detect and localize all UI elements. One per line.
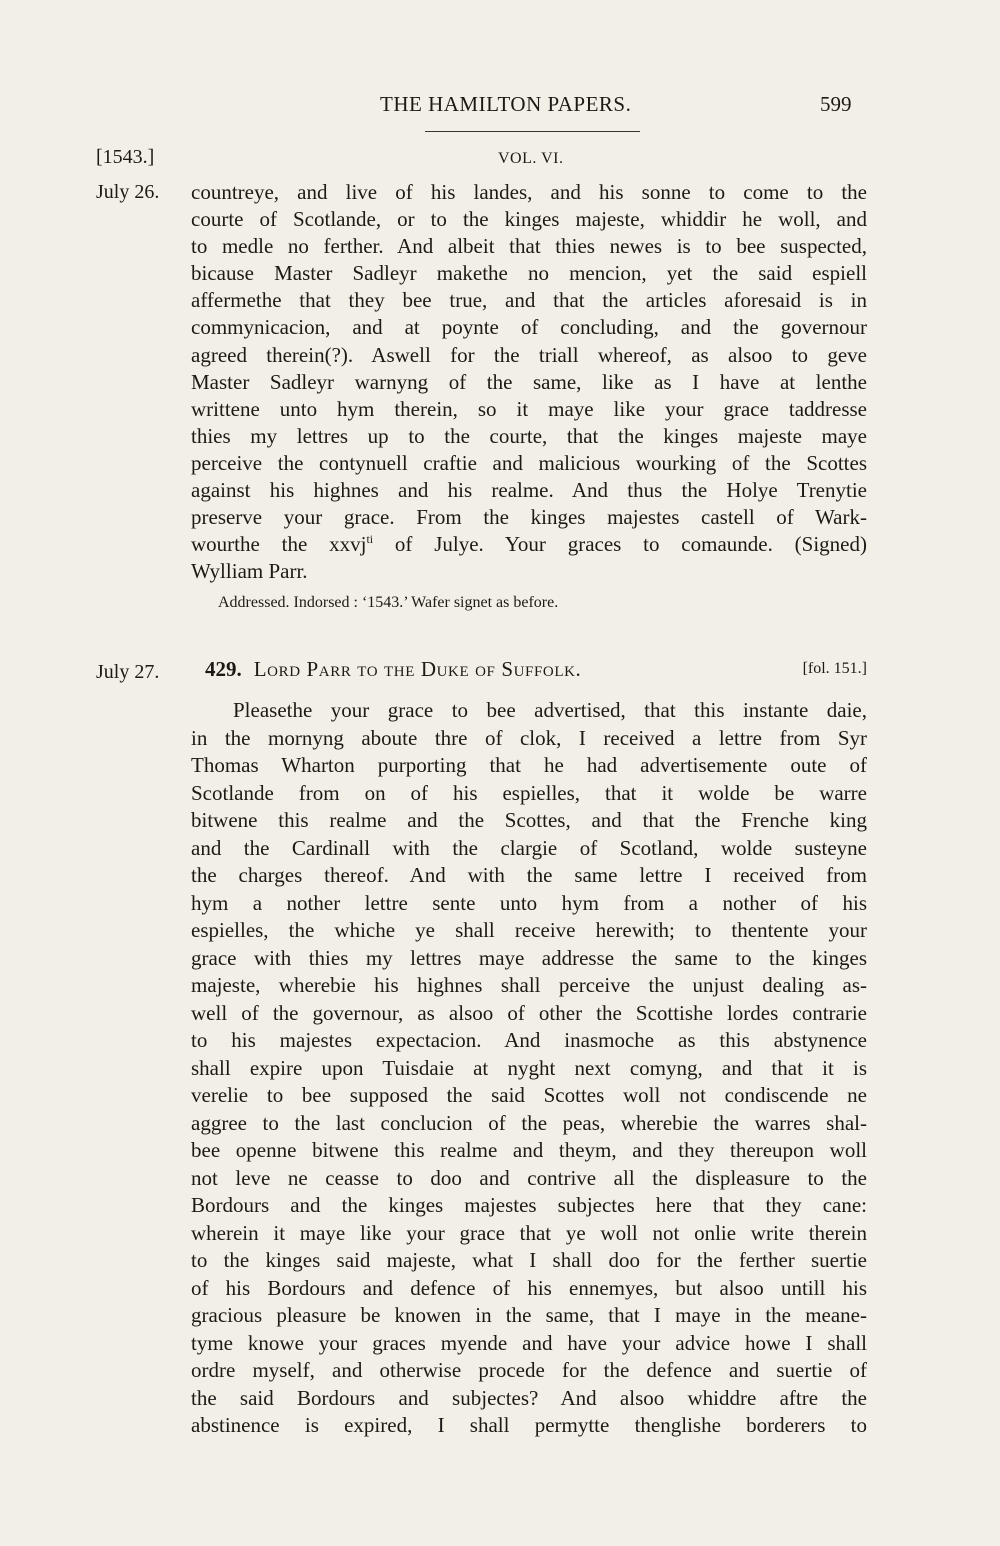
text-line: shall expire upon Tuisdaie at nyght next comyng, and that it is [191, 1055, 867, 1080]
text-line: the said Bordours and subjectes? And alsoo whiddre aftre the [191, 1385, 867, 1410]
text-line: abstinence is expired, I shall permytte thenglishe borderers to [191, 1413, 867, 1437]
entry-2-text [191, 697, 867, 1440]
page-number: 599 [820, 92, 852, 116]
text-line: Scotlande from on of his espielles, that it wolde be warre [191, 780, 867, 805]
text-line: thies my lettres up to the courte, that the kinges majeste maye [191, 423, 867, 448]
text-line: commynicacion, and at poynte of concluding, and the governour [191, 315, 867, 340]
text-line: hym a nother lettre sente unto hym from a nother of his [191, 890, 867, 915]
text-line: to his majestes expectacion. And inasmoche as this abstynence [191, 1028, 867, 1052]
text-line: Thomas Wharton purporting that he had advertisemente oute of [191, 753, 867, 777]
text-line: verelie to bee supposed the said Scottes woll not condiscende ne [191, 1083, 867, 1107]
text-line: aggree to the last conclucion of the peas, wherebie the warres shal- [191, 1110, 867, 1135]
text-line: bicause Master Sadleyr makethe no mencion, yet the said espiell [191, 261, 867, 286]
text-line: gracious pleasure be knowen in the same, that I maye in the meane- [191, 1303, 867, 1327]
endorsement-note: Addressed. Indorsed : ‘1543.’ Wafer signet as before. [218, 594, 559, 611]
text-line: majeste, wherebie his highnes shall perceive the unjust dealing as- [191, 973, 867, 997]
text-line: writtene unto hym therein, so it maye like your grace taddresse [191, 396, 867, 421]
text-line: against his highnes and his realme. And thus the Holye Trenytie [191, 478, 867, 503]
text-line: Pleasethe your grace to bee advertised, that this instante daie, [233, 698, 867, 722]
text-line: perceive the contynuell craftie and malicious wourking of the Scottes [191, 450, 867, 475]
closing-line-end: of Julye. Your graces to comaunde. (Signed) [373, 532, 867, 557]
text-line: bitwene this realme and the Scottes, and that the Frenche king [191, 808, 867, 832]
closing-line-superscript: ti [366, 532, 374, 547]
text-line: agreed therein(?). Aswell for the triall whereof, as alsoo to geve [191, 342, 867, 367]
text-line: bee openne bitwene this realme and theym, and they thereupon woll [191, 1138, 867, 1162]
year-marker: [1543.] [96, 146, 155, 168]
text-line: not leve ne ceasse to doo and contrive all the displeasure to the [191, 1165, 867, 1190]
text-line: the charges thereof. And with the same lettre I received from [191, 863, 867, 887]
text-line: preserve your grace. From the kinges majestes castell of Wark- [191, 505, 867, 530]
text-line: in the mornyng aboute thre of clok, I received a lettre from Syr [191, 725, 867, 750]
entry-1-text [191, 179, 867, 585]
entry-date-july-26: July 26. [96, 181, 160, 203]
text-line: countreye, and live of his landes, and his sonne to come to the [191, 180, 867, 204]
document-title: Lord Parr to the Duke of Suffolk. [253, 657, 582, 681]
signature: Wylliam Parr. [191, 559, 308, 584]
closing-line [191, 531, 867, 558]
closing-line-start: wourthe the xxvj [191, 532, 367, 557]
text-line: courte of Scotlande, or to the kinges majeste, whiddir he woll, and [191, 207, 867, 232]
folio-reference: [fol. 151.] [802, 660, 867, 677]
text-line: of his Bordours and defence of his ennemyes, but alsoo untill his [191, 1275, 867, 1300]
text-line: well of the governour, as alsoo of other the Scottishe lordes contrarie [191, 1000, 867, 1025]
document-number: 429. [205, 657, 242, 681]
text-line: Bordours and the kinges majestes subjectes here that they cane: [191, 1193, 867, 1217]
entry-date-july-27: July 27. [96, 661, 160, 683]
text-line: tyme knowe your graces myende and have your advice howe I shall [191, 1330, 867, 1355]
running-title: THE HAMILTON PAPERS. [380, 92, 632, 116]
document-heading-main [205, 657, 581, 682]
text-line: grace with thies my lettres maye addresse the same to the kinges [191, 945, 867, 970]
text-line: Master Sadleyr warnyng of the same, like as I have at lenthe [191, 369, 867, 394]
header-rule [425, 131, 640, 132]
text-line: affermethe that they bee true, and that the articles aforesaid is in [191, 288, 867, 313]
document-heading [205, 657, 867, 682]
text-line: to the kinges said majeste, what I shall doo for the ferther suertie [191, 1248, 867, 1272]
text-line: to medle no ferther. And albeit that thies newes is to bee suspected, [191, 234, 867, 259]
text-line: espielles, the whiche ye shall receive herewith; to thentente your [191, 918, 867, 942]
text-line: wherein it maye like your grace that ye woll not onlie write therein [191, 1220, 867, 1245]
volume-label: VOL. VI. [498, 150, 564, 167]
text-line: ordre myself, and otherwise procede for the defence and suertie of [191, 1358, 867, 1382]
text-line: and the Cardinall with the clargie of Scotland, wolde susteyne [191, 835, 867, 860]
